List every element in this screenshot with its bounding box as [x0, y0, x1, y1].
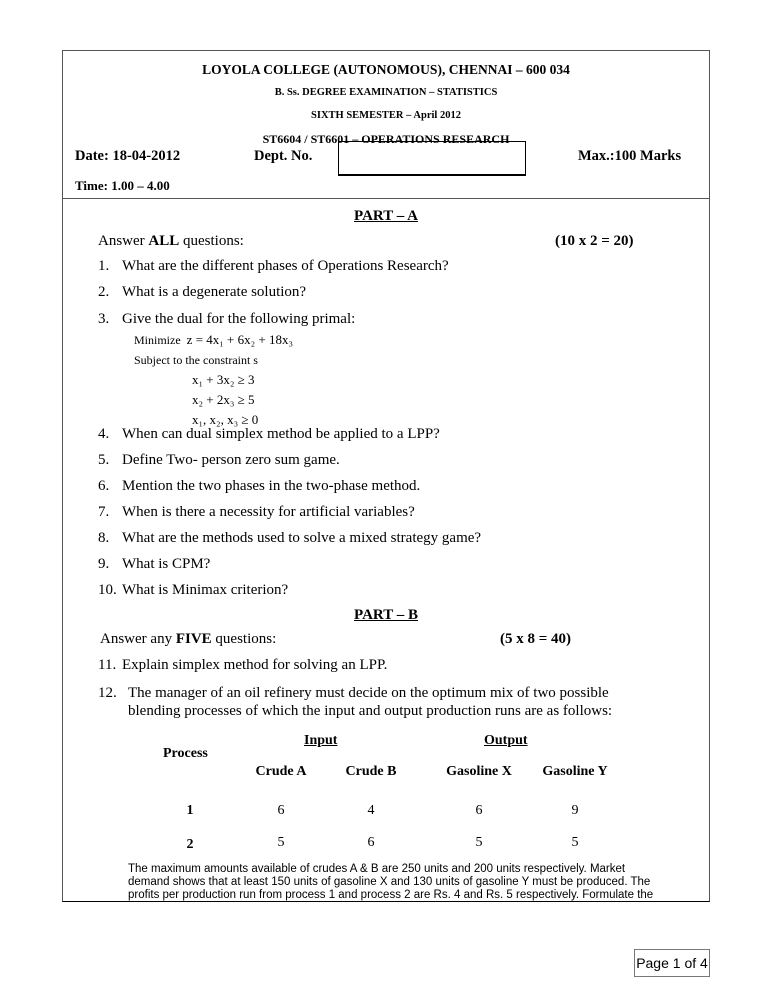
question-6 [98, 478, 420, 495]
college-name: LOYOLA COLLEGE (AUTONOMOUS), CHENNAI – 600 034 [202, 62, 570, 77]
table-column-header: Crude A [255, 764, 307, 779]
part-a-marks: (10 x 2 = 20) [555, 233, 634, 249]
subject-to-label: Subject to [134, 353, 183, 367]
instruction-text: Answer any [100, 631, 176, 647]
instruction-emphasis: FIVE [175, 631, 212, 647]
question-number: 7. [98, 504, 110, 520]
exam-date: Date: 18-04-2012 [75, 148, 181, 164]
constraint-nonnegativity: x₁, x₂, x₃ ≥ 0 [192, 412, 259, 427]
question-text: Explain simplex method for solving an LPP. [122, 657, 388, 673]
question-9 [98, 556, 210, 573]
table-column-header: Gasoline X [446, 764, 512, 779]
header-divider [62, 198, 710, 199]
question-8 [98, 530, 481, 547]
part-b-marks: (5 x 8 = 40) [500, 631, 572, 647]
question-text: Define Two- person zero sum game. [122, 452, 340, 468]
question-text: blending processes of which the input and output production runs are as follows: [128, 703, 613, 719]
table-cell: 9 [571, 803, 579, 818]
table-cell: 6 [475, 803, 483, 818]
question-12 [98, 684, 612, 720]
question-7 [98, 504, 415, 521]
question-text: Give the dual for the following primal: [122, 311, 356, 327]
question-2 [98, 284, 306, 301]
question-4 [98, 426, 440, 443]
table-header-input: Input [304, 733, 338, 748]
question-number: 11. [98, 657, 117, 673]
question-text: What is CPM? [122, 556, 211, 572]
question-text: What are the different phases of Operations Research? [122, 258, 449, 274]
part-b-title: PART – B [354, 607, 418, 623]
table-row-process: 2 [186, 837, 194, 852]
objective-function: z = 4x₁ + 6x₂ + 18x₃ [186, 332, 294, 347]
table-cell: 6 [277, 803, 285, 818]
question-number: 1. [98, 258, 110, 274]
question-text: What is a degenerate solution? [122, 284, 307, 300]
page-number: Page 1 of 4 [634, 949, 710, 977]
paragraph-line: demand shows that at least 150 units of gasoline X and 130 units of gasoline Y must be produced. The [128, 876, 651, 888]
paragraph-line: profits per production run from process 1 and process 2 are Rs. 4 and Rs. 5 respectively. Formulate the [128, 889, 654, 901]
question-text: Mention the two phases in the two-phase method. [122, 478, 421, 494]
instruction-text: Answer [98, 233, 149, 249]
question-5 [98, 452, 340, 469]
table-header-process: Process [163, 746, 208, 761]
question-12-paragraph [128, 863, 703, 902]
table-header-output: Output [484, 733, 528, 748]
question-number: 5. [98, 452, 110, 468]
table-cell: 5 [571, 835, 579, 850]
minimize-label: Minimize [134, 333, 181, 347]
instruction-emphasis: ALL [148, 233, 180, 249]
part-a-title: PART – A [354, 208, 418, 224]
question-number: 12. [98, 685, 117, 701]
table-cell: 6 [367, 835, 375, 850]
table-row-process: 1 [186, 803, 194, 818]
question-number: 10. [98, 582, 117, 598]
table-column-header: Gasoline Y [542, 764, 608, 779]
subject-to-text: the constraint s [185, 353, 258, 367]
semester-title: SIXTH SEMESTER – April 2012 [311, 110, 461, 121]
table-cell: 5 [277, 835, 285, 850]
question-number: 8. [98, 530, 110, 546]
part-b-instruction [100, 631, 276, 648]
constraint-2: x₂ + 2x₃ ≥ 5 [192, 392, 255, 407]
exam-time: Time: 1.00 – 4.00 [75, 178, 170, 193]
paragraph-line: The maximum amounts available of crudes A & B are 250 units and 200 units respectively. Market [128, 863, 626, 875]
question-text: What are the methods used to solve a mixed strategy game? [122, 530, 482, 546]
question-text: The manager of an oil refinery must decide on the optimum mix of two possible [128, 685, 609, 701]
table-cell: 4 [367, 803, 375, 818]
question-number: 6. [98, 478, 110, 494]
max-marks: Max.:100 Marks [578, 148, 682, 164]
question-number: 3. [98, 311, 110, 327]
question-11 [98, 657, 387, 674]
dept-label: Dept. No. [254, 148, 313, 164]
question-number: 4. [98, 426, 110, 442]
constraint-1: x₁ + 3x₂ ≥ 3 [192, 372, 255, 387]
question-number: 2. [98, 284, 110, 300]
degree-title: B. Ss. DEGREE EXAMINATION – STATISTICS [274, 87, 498, 98]
part-a-instruction [98, 233, 244, 250]
table-cell: 5 [475, 835, 483, 850]
dept-no-field[interactable] [338, 141, 526, 176]
table-column-header: Crude B [345, 764, 397, 779]
question-number: 9. [98, 556, 110, 572]
primal-problem [134, 318, 293, 432]
instruction-text: questions: [211, 631, 277, 647]
instruction-text: questions: [179, 233, 244, 249]
question-text: What is Minimax criterion? [122, 582, 289, 598]
course-title: ST6604 / ST6601 – OPERATIONS RESEARCH [262, 132, 510, 146]
question-10 [98, 582, 288, 599]
question-text: When is there a necessity for artificial variables? [122, 504, 415, 520]
question-text: When can dual simplex method be applied to a LPP? [122, 426, 440, 442]
question-1 [98, 258, 449, 275]
